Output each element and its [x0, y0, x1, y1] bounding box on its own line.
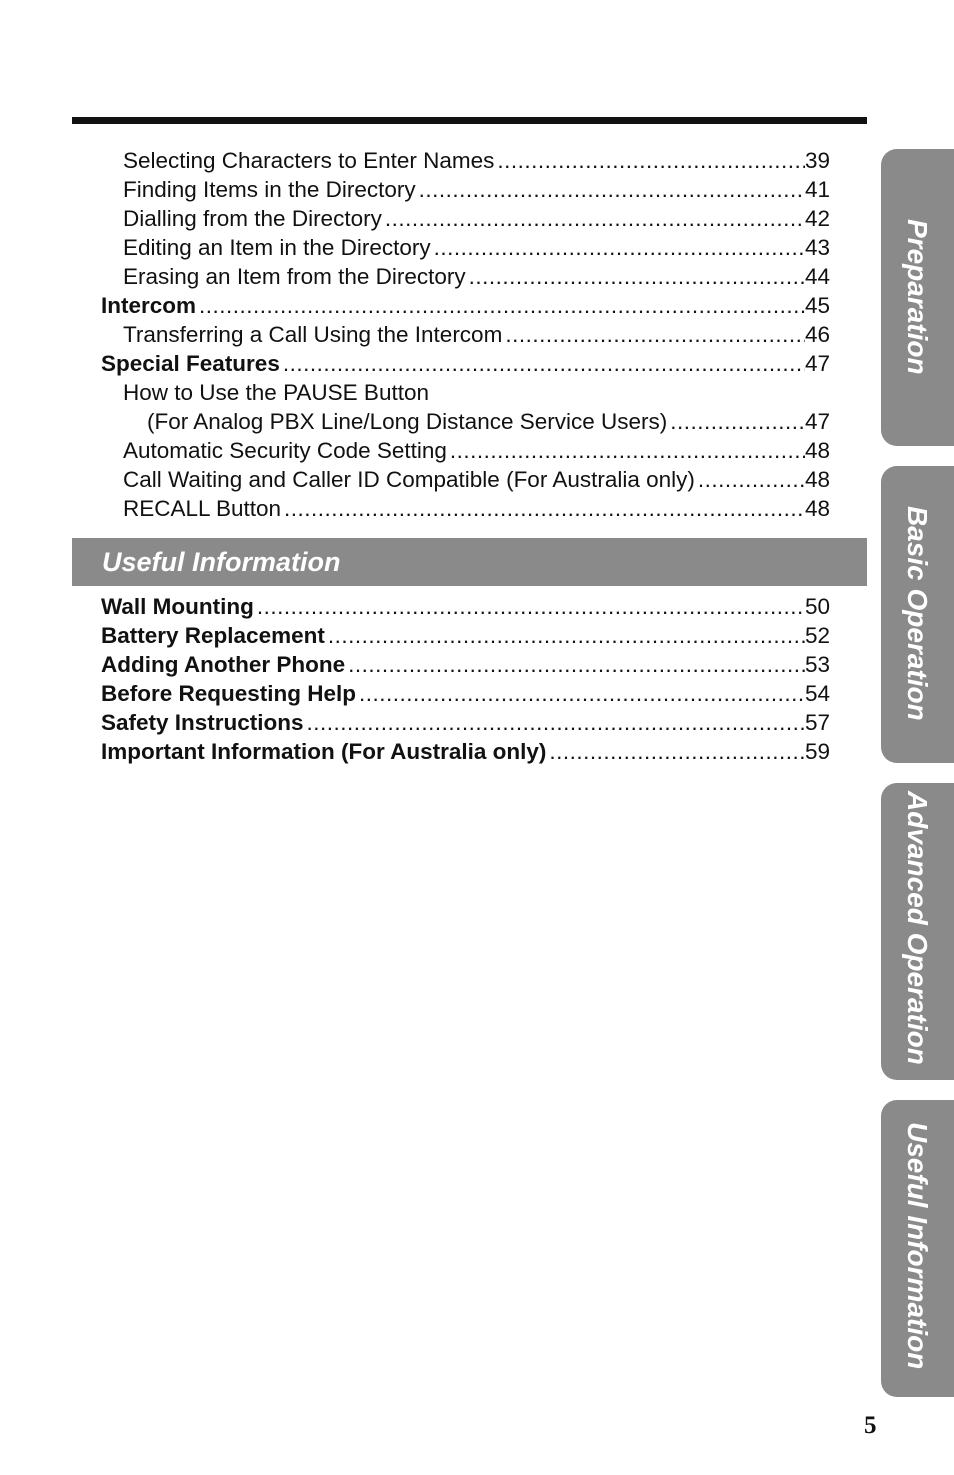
toc-entry-title: Editing an Item in the Directory	[123, 235, 431, 260]
toc-dot-leader	[359, 679, 805, 708]
page-number: 5	[864, 1412, 877, 1439]
toc-dot-leader	[283, 349, 805, 378]
toc-dot-leader	[257, 592, 805, 621]
toc-dot-leader	[328, 621, 805, 650]
toc-dot-leader	[450, 436, 805, 465]
toc-useful-information-list	[101, 592, 830, 766]
toc-entry-page: 41	[804, 177, 830, 202]
toc-entry-title: (For Analog PBX Line/Long Distance Service Users)	[147, 409, 668, 434]
toc-entry-title: Special Features	[101, 351, 280, 376]
toc-entry-title: Important Information (For Australia only)	[101, 739, 547, 764]
toc-entry[interactable]	[101, 494, 830, 523]
toc-entry-page: 39	[804, 148, 830, 173]
toc-dot-leader	[434, 233, 805, 262]
toc-entry-page: 48	[804, 496, 830, 521]
toc-entry-title: RECALL Button	[123, 496, 282, 521]
toc-entry-title: Battery Replacement	[101, 623, 325, 648]
toc-entry-page: 47	[804, 409, 830, 434]
toc-dot-leader	[419, 175, 805, 204]
toc-entry-page: 52	[804, 623, 830, 648]
toc-entry[interactable]	[101, 436, 830, 465]
toc-entry-page: 59	[804, 739, 830, 764]
toc-entry[interactable]	[101, 621, 830, 650]
toc-dot-leader	[505, 320, 805, 349]
toc-entry-page: 54	[804, 681, 830, 706]
toc-entry-title: Dialling from the Directory	[123, 206, 382, 231]
toc-entry-page: 57	[804, 710, 830, 735]
toc-entry[interactable]	[101, 407, 830, 436]
toc-dot-leader	[284, 494, 805, 523]
toc-dot-leader	[307, 708, 805, 737]
toc-entry-page: 48	[804, 467, 830, 492]
toc-entry-title: Call Waiting and Caller ID Compatible (For Australia only)	[123, 467, 695, 492]
toc-dot-leader	[670, 407, 805, 436]
toc-entry-title: Selecting Characters to Enter Names	[123, 148, 495, 173]
toc-dot-leader	[469, 262, 805, 291]
toc-entry[interactable]	[101, 320, 830, 349]
toc-continued-list	[101, 146, 830, 523]
toc-dot-leader	[199, 291, 805, 320]
toc-entry-title: Erasing an Item from the Directory	[123, 264, 466, 289]
toc-entry[interactable]	[101, 233, 830, 262]
toc-entry[interactable]	[101, 349, 830, 378]
toc-entry-title: Automatic Security Code Setting	[123, 438, 447, 463]
side-tab-advanced-operation[interactable]	[881, 783, 954, 1080]
toc-entry-page: 45	[804, 293, 830, 318]
side-tab-label: Advanced Operation	[902, 791, 933, 1065]
side-tab-preparation[interactable]	[881, 149, 954, 446]
side-tab-useful-information[interactable]	[881, 1100, 954, 1397]
toc-entry[interactable]	[101, 204, 830, 233]
toc-dot-leader	[698, 465, 805, 494]
toc-entry[interactable]	[101, 465, 830, 494]
toc-entry[interactable]	[101, 146, 830, 175]
side-tab-label: Preparation	[902, 219, 933, 375]
toc-entry-title: Transferring a Call Using the Intercom	[123, 322, 503, 347]
toc-entry-page: 42	[804, 206, 830, 231]
toc-entry[interactable]	[101, 737, 830, 766]
toc-entry-title: Wall Mounting	[101, 594, 254, 619]
toc-entry[interactable]	[101, 378, 830, 407]
toc-entry-title: How to Use the PAUSE Button	[123, 380, 429, 405]
section-header-useful-information	[72, 538, 867, 586]
toc-entry[interactable]	[101, 708, 830, 737]
side-tab-basic-operation[interactable]	[881, 466, 954, 763]
toc-entry[interactable]	[101, 291, 830, 320]
toc-dot-leader	[385, 204, 805, 233]
section-title: Useful Information	[102, 547, 341, 577]
toc-entry-title: Adding Another Phone	[101, 652, 346, 677]
toc-entry-page: 50	[804, 594, 830, 619]
toc-entry-page: 43	[804, 235, 830, 260]
toc-dot-leader	[497, 146, 805, 175]
toc-entry-title: Before Requesting Help	[101, 681, 357, 706]
top-rule	[72, 117, 867, 124]
side-tab-label: Basic Operation	[902, 506, 933, 721]
toc-entry-page: 47	[804, 351, 830, 376]
toc-entry[interactable]	[101, 175, 830, 204]
toc-entry-page: 48	[804, 438, 830, 463]
side-tab-label: Useful Information	[902, 1122, 933, 1370]
toc-entry-title: Safety Instructions	[101, 710, 304, 735]
toc-entry[interactable]	[101, 592, 830, 621]
toc-entry-title: Finding Items in the Directory	[123, 177, 416, 202]
toc-entry-page: 46	[804, 322, 830, 347]
toc-entry[interactable]	[101, 679, 830, 708]
toc-dot-leader	[348, 650, 805, 679]
toc-dot-leader	[549, 737, 805, 766]
toc-entry-page: 44	[804, 264, 830, 289]
toc-entry[interactable]	[101, 650, 830, 679]
toc-entry-title: Intercom	[101, 293, 197, 318]
toc-entry-page: 53	[804, 652, 830, 677]
toc-entry[interactable]	[101, 262, 830, 291]
